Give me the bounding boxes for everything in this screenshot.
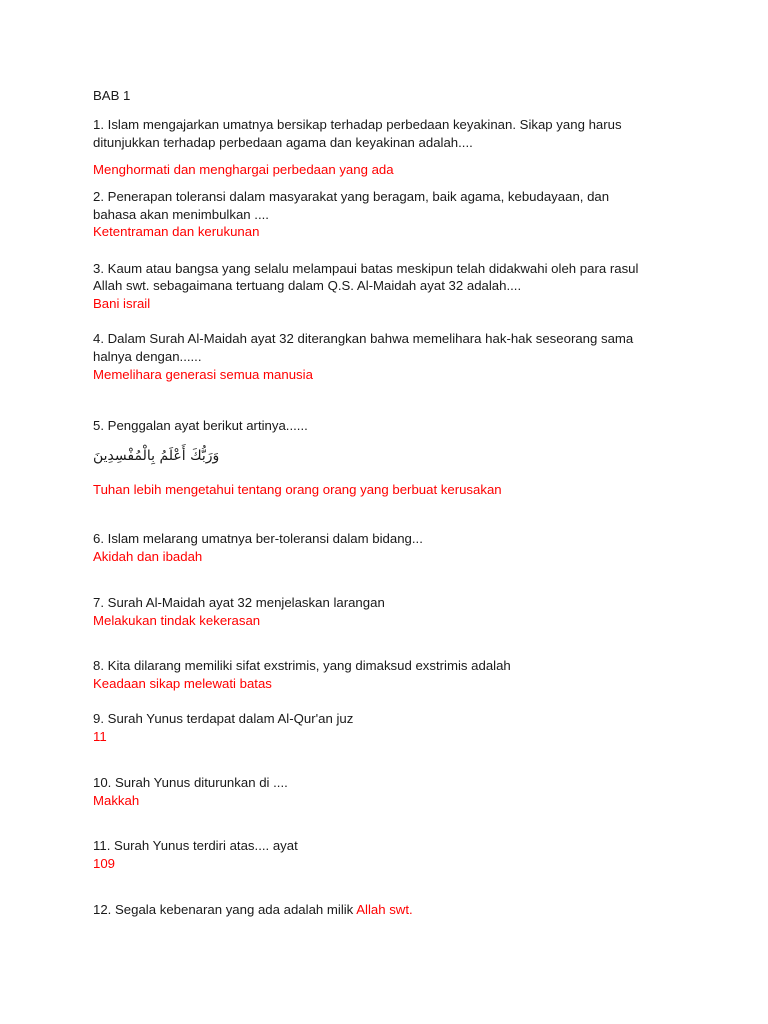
answer-5: Tuhan lebih mengetahui tentang orang orang yang berbuat kerusakan (93, 482, 502, 497)
question-9-line-1: 9. Surah Yunus terdapat dalam Al-Qur'an juz (93, 711, 354, 726)
question-10-line-1: 10. Surah Yunus diturunkan di .... (93, 775, 288, 790)
answer-9: 11 (93, 729, 107, 744)
question-7-line-1: 7. Surah Al-Maidah ayat 32 menjelaskan larangan (93, 595, 385, 610)
question-11-line-1: 11. Surah Yunus terdiri atas.... ayat (93, 838, 298, 853)
answer-10: Makkah (93, 793, 140, 808)
question-6-line-1: 6. Islam melarang umatnya ber-toleransi dalam bidang... (93, 531, 423, 546)
question-1-line-1: 1. Islam mengajarkan umatnya bersikap terhadap perbedaan keyakinan. Sikap yang harus (93, 117, 622, 132)
answer-3: Bani israil (93, 296, 151, 311)
arabic-verse: وَرَبُّكَ أَعْلَمُ بِالْمُفْسِدِينَ (93, 448, 220, 464)
question-4-line-1: 4. Dalam Surah Al-Maidah ayat 32 diterangkan bahwa memelihara hak-hak seseorang sama (93, 331, 634, 346)
chapter-heading: BAB 1 (93, 88, 131, 103)
question-3-line-2: Allah swt. sebagaimana tertuang dalam Q.S. Al-Maidah ayat 32 adalah.... (93, 278, 522, 293)
answer-8: Keadaan sikap melewati batas (93, 676, 272, 691)
question-8-line-1: 8. Kita dilarang memiliki sifat exstrimis, yang dimaksud exstrimis adalah (93, 658, 511, 673)
answer-6: Akidah dan ibadah (93, 549, 203, 564)
question-3-line-1: 3. Kaum atau bangsa yang selalu melampaui batas meskipun telah didakwahi oleh para rasul (93, 261, 639, 276)
answer-11: 109 (93, 856, 116, 871)
answer-12: Allah swt. (356, 902, 413, 917)
answer-7: Melakukan tindak kekerasan (93, 613, 261, 628)
question-1-line-2: ditunjukkan terhadap perbedaan agama dan keyakinan adalah.... (93, 135, 473, 150)
question-12-text: 12. Segala kebenaran yang ada adalah milik (93, 902, 357, 917)
question-12-line (93, 901, 413, 919)
question-4-line-2: halnya dengan...... (93, 349, 202, 364)
question-2-line-1: 2. Penerapan toleransi dalam masyarakat yang beragam, baik agama, kebudayaan, dan (93, 189, 610, 204)
question-2-line-2: bahasa akan menimbulkan .... (93, 207, 269, 222)
answer-1: Menghormati dan menghargai perbedaan yang ada (93, 162, 394, 177)
answer-4: Memelihara generasi semua manusia (93, 367, 313, 382)
question-5-line-1: 5. Penggalan ayat berikut artinya...... (93, 418, 308, 433)
answer-2: Ketentraman dan kerukunan (93, 224, 260, 239)
